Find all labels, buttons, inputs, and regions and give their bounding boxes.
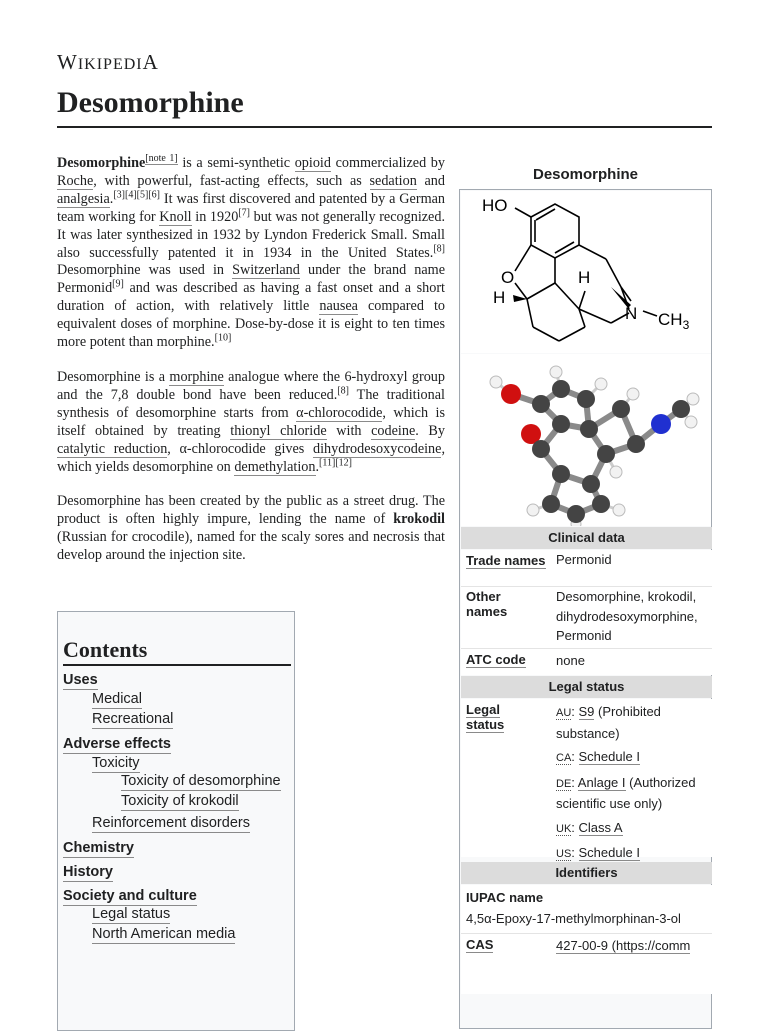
toc-item-toxicity-krokodil[interactable]: Toxicity of krokodil	[121, 793, 239, 809]
legal-status-header: Legal status	[461, 676, 712, 698]
link-analgesia[interactable]: analgesia	[57, 190, 110, 207]
text: (Russian for crocodile), named for the scaly sores and necrosis that develop around the injection site.	[57, 529, 445, 564]
toc-item-chemistry[interactable]: Chemistry	[63, 840, 134, 856]
link-demethylation[interactable]: demethylation	[234, 458, 316, 475]
toc-item-adverse-effects[interactable]: Adverse effects	[63, 736, 171, 752]
link-switzerland[interactable]: Switzerland	[232, 262, 300, 279]
link-chlorocodide[interactable]: α-chlorocodide	[296, 404, 383, 421]
link-morphine[interactable]: morphine	[169, 368, 224, 385]
country-abbr: UK	[556, 822, 572, 835]
legal-status-label[interactable]: Legal status	[466, 702, 505, 732]
text: Desomorphine has been created by the public as a street drug. The product is often highly impure, lending the name of	[57, 493, 445, 528]
text: , α-chlorocodide gives	[167, 440, 313, 457]
toc-title: Contents	[63, 637, 148, 662]
country-abbr: DE	[556, 777, 572, 790]
trade-names-label[interactable]: Trade names	[466, 553, 546, 568]
wordmark-middle: IKIPEDI	[77, 56, 143, 73]
link-catalytic-reduction[interactable]: catalytic reduction	[57, 440, 168, 457]
citation-ref[interactable]: [3][4][5][6]	[113, 189, 160, 201]
text: , which yields desomorphine on	[57, 440, 445, 475]
paragraph-intro	[57, 155, 445, 352]
bold-krokodil: krokodil	[393, 511, 445, 528]
toc-divider	[63, 664, 291, 666]
text: with	[326, 422, 372, 439]
toc-item-north-american-media[interactable]: North American media	[92, 926, 236, 942]
row-iupac-name	[461, 885, 712, 933]
row-other-names	[461, 587, 712, 648]
wordmark-initial: W	[57, 50, 78, 74]
cas-value[interactable]: 427-00-9 (https://comm	[556, 938, 691, 953]
row-cas	[461, 934, 712, 994]
toc-item-legal-status[interactable]: Legal status	[92, 906, 171, 922]
toc-item-history[interactable]: History	[63, 864, 113, 880]
skeletal-formula-image[interactable]	[461, 191, 711, 353]
text: and	[416, 172, 445, 189]
link-roche[interactable]: Roche	[57, 172, 94, 189]
toc-item-society-culture[interactable]: Society and culture	[63, 888, 197, 904]
text: but was not generally recognized. It was later synthesized in 1932 by Lyndon Frederick Small. Small also successfully patented it in 1934 in the United States.	[57, 208, 445, 261]
text: .	[109, 190, 114, 207]
legal-entry-ca: CA: Schedule I	[556, 749, 640, 764]
link-codeine[interactable]: codeine	[371, 422, 416, 439]
text: , with powerful, fast-acting effects, such as	[93, 172, 370, 189]
page-title: Desomorphine	[57, 86, 244, 119]
ball-and-stick-model	[461, 354, 711, 526]
schedule-link[interactable]: Class A	[578, 819, 623, 835]
link-dihydrodesoxycodeine[interactable]: dihydrodesoxycodeine	[313, 440, 442, 457]
link-opioid[interactable]: opioid	[294, 155, 331, 171]
country-abbr: AU	[556, 707, 572, 719]
toc-item-recreational[interactable]: Recreational	[92, 711, 174, 727]
schedule-link[interactable]: Schedule I	[578, 749, 640, 764]
text: under the brand name Permonid	[57, 262, 445, 297]
schedule-link[interactable]: S9	[578, 704, 595, 719]
note-ref[interactable]: [note 1]	[145, 153, 178, 165]
toc-item-medical[interactable]: Medical	[92, 691, 142, 707]
text: .	[315, 458, 320, 475]
country-abbr: CA	[556, 752, 572, 764]
schedule-link[interactable]: Schedule I	[578, 845, 640, 860]
text: It was first discovered and patented by a German team working for	[57, 190, 445, 225]
citation-ref[interactable]: [9]	[112, 278, 124, 290]
text: commercialized by	[330, 155, 445, 171]
text: , which is itself obtained by treating	[57, 404, 446, 439]
text: Desomorphine was used in	[57, 262, 233, 279]
link-sedation[interactable]: sedation	[369, 172, 417, 189]
link-nausea[interactable]: nausea	[319, 298, 358, 315]
toc-item-toxicity[interactable]: Toxicity	[92, 755, 140, 771]
text: The traditional synthesis of desomorphine starts from	[57, 386, 445, 421]
row-atc-code	[461, 649, 712, 675]
link-knoll[interactable]: Knoll	[159, 208, 192, 225]
ball-and-stick-image[interactable]	[461, 354, 711, 526]
legal-entry-au: AU: S9 (Prohibited substance)	[556, 704, 661, 741]
iupac-name-value: 4,5α-Epoxy-17-methylmorphinan-3-ol	[466, 911, 681, 926]
table-of-contents	[57, 611, 295, 1031]
atc-code-label[interactable]: ATC code	[466, 652, 526, 667]
identifiers-header: Identifiers	[461, 862, 712, 884]
cas-label[interactable]: CAS	[466, 937, 494, 952]
text: and was described as having a fast onset and a short duration of action, with relatively little	[57, 280, 445, 315]
link-thionyl-chloride[interactable]: thionyl chloride	[230, 422, 327, 439]
legal-entry-us: US: Schedule I	[556, 845, 640, 860]
toc-item-reinforcement-disorders[interactable]: Reinforcement disorders	[92, 815, 250, 831]
title-divider	[57, 126, 712, 128]
infobox-caption: Desomorphine	[532, 166, 638, 183]
text: . By	[415, 422, 445, 439]
iupac-name-label: IUPAC name	[466, 890, 544, 905]
label-n: N	[625, 304, 638, 323]
citation-ref[interactable]: [7]	[238, 206, 250, 218]
toc-item-uses[interactable]: Uses	[63, 672, 98, 688]
country-abbr: US	[556, 848, 572, 860]
text: compared to equivalent doses of morphine. Dose-by-dose it is eight to ten times more potent than morphine.	[57, 298, 445, 351]
label-h-top: H	[578, 268, 591, 287]
legal-status-list	[556, 702, 710, 865]
other-names-label: Other names	[466, 589, 508, 619]
paragraph-street-drug	[57, 493, 445, 565]
text: Desomorphine is a	[57, 368, 170, 385]
article-body	[57, 155, 445, 582]
citation-ref[interactable]: [10]	[214, 332, 232, 344]
trade-names-value: Permonid	[556, 552, 612, 567]
infobox	[459, 189, 712, 1029]
paragraph-chemistry	[57, 369, 445, 476]
label-h-left: H	[493, 288, 506, 307]
label-ch3: $CH_3$	[658, 310, 690, 332]
citation-ref[interactable]: [8]	[337, 385, 349, 397]
legal-entry-uk: UK: Class A	[556, 819, 623, 835]
toc-item-toxicity-desomorphine[interactable]: Toxicity of desomorphine	[121, 773, 281, 789]
text: is a semi-synthetic	[177, 155, 295, 171]
wikipedia-wordmark[interactable]	[57, 50, 159, 75]
legal-entry-de: DE: Anlage I (Authorized scientific use only)	[556, 774, 696, 811]
bold-term: Desomorphine	[57, 155, 146, 171]
atc-code-value: none	[556, 653, 585, 668]
row-legal-status	[461, 699, 712, 860]
citation-ref[interactable]: [11][12]	[319, 456, 352, 468]
text: in 1920	[191, 208, 239, 225]
row-trade-names	[461, 550, 712, 586]
text: analogue where the 6-hydroxyl group and the 7,8 double bond have been reduced.	[57, 368, 445, 403]
wordmark-final: A	[142, 50, 159, 74]
schedule-link[interactable]: Anlage I	[577, 774, 626, 790]
label-ho: HO	[482, 196, 508, 215]
other-names-value: Desomorphine, krokodil, dihydrodesoxymorphine, Permonid	[556, 589, 698, 643]
clinical-data-header: Clinical data	[461, 527, 712, 549]
citation-ref[interactable]: [8]	[433, 242, 445, 254]
skeletal-formula	[461, 191, 711, 353]
label-o: O	[501, 268, 515, 287]
